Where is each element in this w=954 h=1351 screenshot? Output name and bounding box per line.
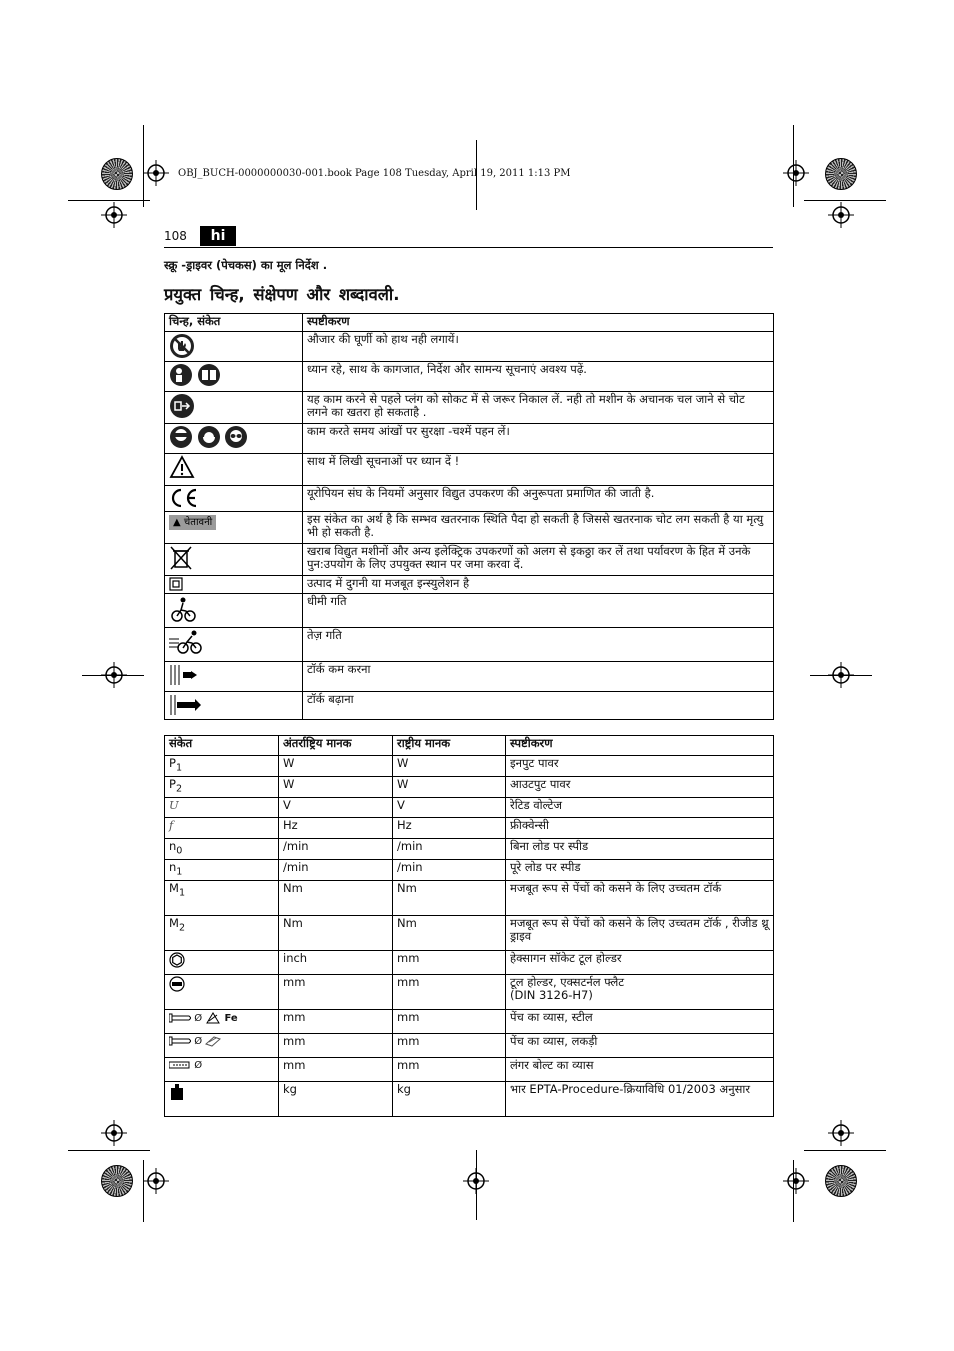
intl-unit-cell: Hz [279,818,393,839]
unit-explanation-cell: इनपुट पावर [506,756,774,777]
symbol-cell [165,362,303,392]
registration-mark-icon [101,662,127,688]
explanation-cell: तेज़ गति [303,628,774,662]
explanation-cell: यह काम करने से पहले प्लंग को सोकट में से जरूर निकाल लें. नही तो मशीन के अचानक चल जाने से चोट लगने का खतरा हो सकताहै . [303,392,774,424]
symbol-cell [165,392,303,424]
table-row [165,1034,774,1058]
units-header-symbol: संकेत [165,736,279,756]
registration-mark-icon [783,160,809,186]
explanation-cell: औजार की घूर्णी को हाथ नही लगायें। [303,332,774,362]
table-row [165,544,774,576]
unit-symbol-cell: Ø Fe [165,1010,279,1034]
symbols-header-explanation: स्पष्टीकरण [303,314,774,332]
units-header-national: राष्ट्रीय मानक [393,736,506,756]
symbol-cell [165,576,303,594]
units-header-international: अंतर्राष्ट्रिय मानक [279,736,393,756]
units-header-explanation: स्पष्टीकरण [506,736,774,756]
table-row [165,454,774,486]
unit-explanation-cell: पेंच का व्यास, स्टील [506,1010,774,1034]
table-row [165,818,774,839]
intl-unit-cell: /min [279,860,393,881]
symbol-cell [165,628,303,662]
flat-holder-icon [169,976,185,992]
intl-unit-cell: Nm [279,881,393,916]
table-row [165,424,774,454]
color-rosette-icon [101,1165,133,1197]
intl-unit-cell: W [279,777,393,798]
table-row [165,392,774,424]
intl-unit-cell: V [279,798,393,818]
natl-unit-cell: Nm [393,916,506,951]
color-rosette-icon [825,1165,857,1197]
unit-symbol-cell: $P_2$ [165,777,279,798]
explanation-cell: धीमी गति [303,594,774,628]
registration-mark-icon [463,1168,489,1194]
natl-unit-cell: mm [393,1034,506,1058]
crossed-bin-icon [169,545,193,571]
registration-mark-icon [101,1120,127,1146]
page-number: 108 [164,229,187,243]
unit-symbol-cell: $P_1$ [165,756,279,777]
natl-unit-cell: Hz [393,818,506,839]
table-row [165,839,774,860]
fast-speed-icon [169,629,203,655]
unit-symbol-cell [165,951,279,975]
explanation-cell: खराब विद्युत मशीनों और अन्य इलेक्ट्रिक उपकरणों को अलग से इकठ्ठा कर लें तथा पर्यावरण के हित में उनके पुन:उपयोग के लिए उपयुक्त स्थान पर जमा करवा दें. [303,544,774,576]
unit-explanation-cell: मजबूत रूप से पेंचों को कसने के लिए उच्चतम टॉर्क , रीजीड थ्रू ड्राइव [506,916,774,951]
symbols-table [164,313,774,720]
safety-goggles-icon [224,425,248,449]
registration-mark-icon [101,202,127,228]
color-rosette-icon [101,158,133,190]
unit-symbol-cell: U [165,798,279,818]
symbols-header-symbol: चिन्ह, संकेत [165,314,303,332]
natl-unit-cell: kg [393,1082,506,1117]
screw-icon [169,1013,191,1023]
registration-mark-icon [828,662,854,688]
warning-badge-label: चेतावनी [183,517,213,528]
table-row [165,777,774,798]
intl-unit-cell: W [279,756,393,777]
unit-explanation-cell: आउटपुट पावर [506,777,774,798]
book-file-header: OBJ_BUCH-0000000030-001.book Page 108 Tuesday, April 19, 2011 1:13 PM [178,168,571,179]
section-subtitle: स्क्रू -ड्राइवर (पेचकस) का मूल निर्देश . [164,258,328,272]
unit-explanation-cell: भार EPTA-Procedure-क्रियाविधि 01/2003 अनुसार [506,1082,774,1117]
language-tab: hi [200,226,236,246]
unit-symbol-cell: $M_2$ [165,916,279,951]
unit-symbol-cell: f [165,818,279,839]
unit-explanation-cell: रेटिड वोल्टेज [506,798,774,818]
table-row [165,756,774,777]
ce-mark-icon [169,487,199,509]
unit-symbol-cell [165,975,279,1010]
table-row [165,362,774,392]
table-row [165,951,774,975]
unplug-icon [169,393,195,419]
natl-unit-cell: mm [393,975,506,1010]
natl-unit-cell: /min [393,860,506,881]
symbol-cell [165,332,303,362]
natl-unit-cell: mm [393,951,506,975]
weight-icon [169,1083,185,1101]
natl-unit-cell: Nm [393,881,506,916]
header-rule [164,247,773,248]
table-row [165,662,774,692]
intl-unit-cell: mm [279,1010,393,1034]
explanation-cell: ध्यान रहे, साथ के कागजात, निर्देश और सामन्य सूचनाएं अवश्य पढ़ें. [303,362,774,392]
natl-unit-cell: W [393,777,506,798]
explanation-cell: काम करते समय आंखों पर सुरक्षा -चश्में पहन लें। [303,424,774,454]
table-row [165,1058,774,1082]
unit-symbol-cell: Ø [165,1058,279,1082]
page-title: प्रयुक्त चिन्ह, संक्षेपण और शब्दावली. [164,285,400,304]
explanation-cell: यूरोपियन संघ के नियमों अनुसार विद्युत उपकरण की अनुरूपता प्रमाणित की जाती है. [303,486,774,512]
intl-unit-cell: mm [279,975,393,1010]
table-row [165,628,774,662]
symbol-cell [165,454,303,486]
natl-unit-cell: W [393,756,506,777]
unit-symbol-cell: $n_0$ [165,839,279,860]
table-row [165,332,774,362]
symbol-cell [165,424,303,454]
symbol-cell [165,594,303,628]
symbol-cell [165,544,303,576]
anchor-bolt-icon [169,1060,191,1070]
natl-unit-cell: mm [393,1010,506,1034]
warning-triangle-icon [169,455,195,479]
screw-icon [169,1036,191,1046]
torque-increase-icon [169,693,203,717]
warning-triangle-icon: ▲ [173,517,181,528]
table-row [165,1010,774,1034]
table-row [165,975,774,1010]
table-row [165,692,774,720]
registration-mark-icon [783,1168,809,1194]
explanation-cell: टॉर्क कम करना [303,662,774,692]
explanation-cell: टॉर्क बढ़ाना [303,692,774,720]
table-row [165,881,774,916]
intl-unit-cell: mm [279,1034,393,1058]
unit-symbol-cell: $n_1$ [165,860,279,881]
warning-badge [169,515,216,530]
explanation-cell: इस संकेत का अर्थ है कि सम्भव खतरनाक स्थिति पैदा हो सकती है जिससे खतरनाक चोट लग सकती है या मृत्यु भी हो सकती है. [303,512,774,544]
torque-decrease-icon [169,663,199,687]
double-insulation-icon [169,577,183,591]
unit-explanation-cell: पूरे लोड पर स्पीड [506,860,774,881]
steel-material-icon [205,1011,221,1025]
registration-mark-icon [143,1168,169,1194]
table-row [165,1082,774,1117]
natl-unit-cell: V [393,798,506,818]
registration-mark-icon [828,1120,854,1146]
warning-person-icon [169,363,193,387]
table-row [165,594,774,628]
table-row [165,916,774,951]
intl-unit-cell: mm [279,1058,393,1082]
symbol-cell [165,662,303,692]
intl-unit-cell: inch [279,951,393,975]
color-rosette-icon [825,158,857,190]
hearing-protection-icon [197,425,221,449]
explanation-cell: साथ में लिखी सूचनाओं पर ध्यान दें ! [303,454,774,486]
natl-unit-cell: /min [393,839,506,860]
unit-explanation-cell: फ्रीक्वेन्सी [506,818,774,839]
unit-explanation-cell: बिना लोड पर स्पीड [506,839,774,860]
unit-explanation-cell: लंगर बोल्ट का व्यास [506,1058,774,1082]
intl-unit-cell: Nm [279,916,393,951]
table-row [165,486,774,512]
table-row [165,576,774,594]
slow-speed-icon [169,595,197,623]
symbol-cell [165,486,303,512]
unit-explanation-cell: मजबूत रूप से पेंचों को कसने के लिए उच्चतम टॉर्क [506,881,774,916]
table-row [165,860,774,881]
symbol-cell [165,512,303,544]
wood-material-icon [205,1035,221,1047]
symbol-cell [165,692,303,720]
intl-unit-cell: /min [279,839,393,860]
registration-mark-icon [143,160,169,186]
unit-symbol-cell [165,1082,279,1117]
table-row [165,798,774,818]
unit-explanation-cell: हेक्सागन सॉकेट टूल होल्डर [506,951,774,975]
unit-explanation-cell: टूल होल्डर, एक्सटर्नल फ्लैट (DIN 3126-H7) [506,975,774,1010]
eye-protection-icon [169,425,193,449]
no-hand-icon [169,333,195,359]
table-row [165,512,774,544]
read-manual-icon [197,363,221,387]
unit-symbol-cell: Ø [165,1034,279,1058]
hex-socket-icon [169,952,185,968]
registration-mark-icon [828,202,854,228]
natl-unit-cell: mm [393,1058,506,1082]
unit-explanation-cell: पेंच का व्यास, लकड़ी [506,1034,774,1058]
unit-symbol-cell: $M_1$ [165,881,279,916]
intl-unit-cell: kg [279,1082,393,1117]
units-table [164,735,774,1117]
explanation-cell: उत्पाद में दुगनी या मजबूत इन्स्युलेशन है [303,576,774,594]
